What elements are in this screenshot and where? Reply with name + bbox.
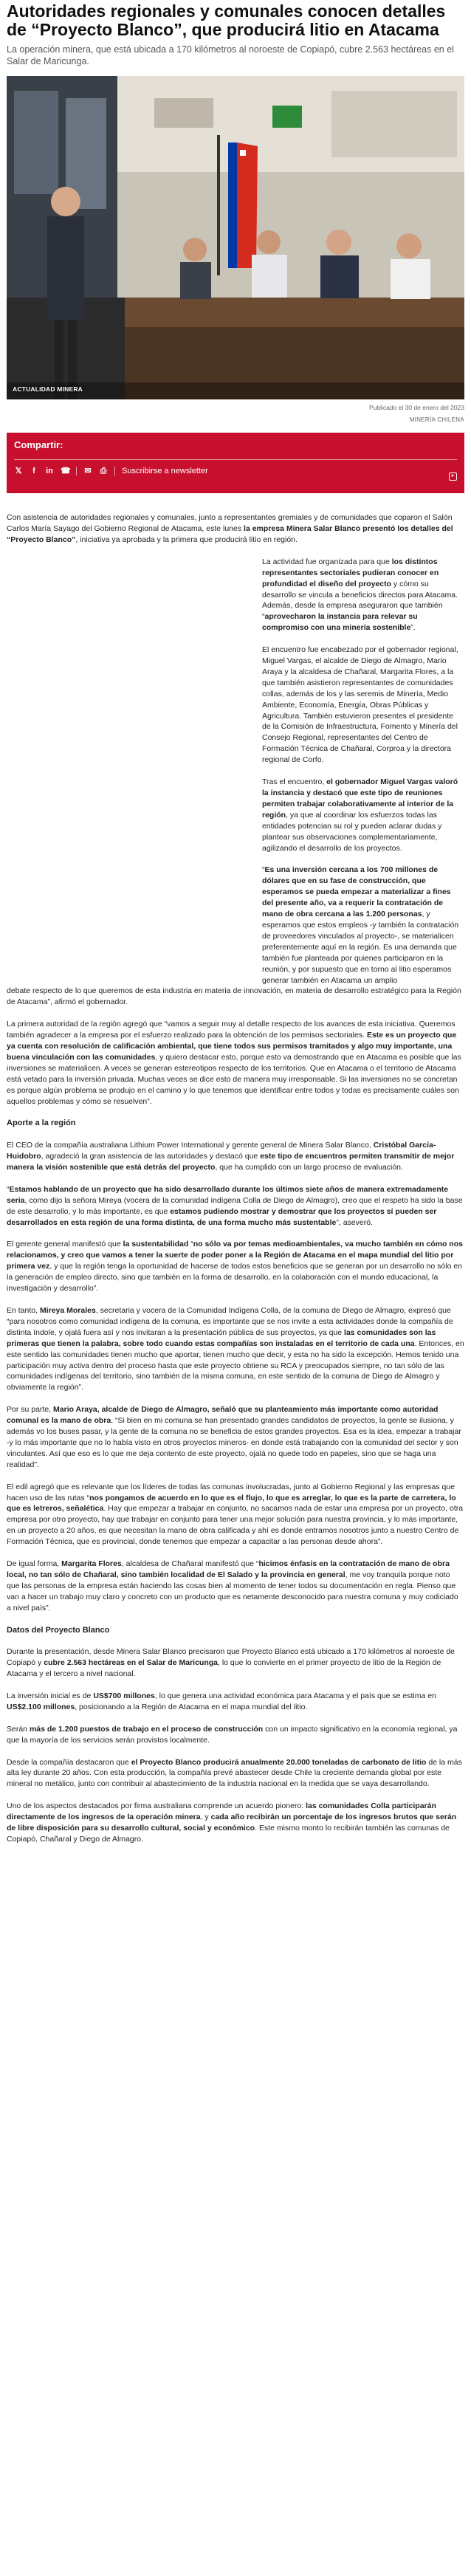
article-paragraph: El gerente general manifestó que la sustentabilidad “no sólo va por temas medioambientales, va mucho también en cómo nos relacionamos, y creo que vamos a tener la suerte de poder poner a la Región de Atacama en el mapa mundial del litio por primera vez, y que la región tenga la oportunidad de hacerse de todos estos beneficios que se generan por un desarrollo no sólo en la generación de empleo directo, sino que también en la forma de desarrollo, en la colaboración con el mundo educacional, la investigación y desarrollo”. xyxy=(7,1240,463,1294)
article-paragraph: Tras el encuentro, el gobernador Miguel Vargas valoró la instancia y destacó que este tipo de reuniones permiten trabajar colaborativamente al interior de la región, ya que al coordinar los esfuerzos todas las entidades potencian su rol y pueden aclarar dudas y plantear sus observaciones complementariamente, agilizando el desarrollo de los proyectos. xyxy=(262,777,458,853)
article-paragraph: Por su parte, Mario Araya, alcalde de Diego de Almagro, señaló que su planteamiento más importante como autoridad comunal es la mano de obra. “Si bien en mi comuna se han presentado grandes candidatos de proyectos, la gente se ilusiona, y además vo los buses pasar, y la gente de la comuna no se beneficia de estos grandes proyectos. Esa es la idea, empezar a trabajar -y lo más importante que no lo había visto en otros proyectos mineros- en donde está trabajando con la comunidad del sector y son vinculantes. Así que eso es lo que me deja contento de este proyecto, ojalá no quede todo en papeles, sino que se haga una realidad”. xyxy=(7,1405,461,1469)
article-paragraph: “Es una inversión cercana a los 700 millones de dólares que en su fase de construcción, que esperamos se pueda empezar a materializar a fines del presente año, va a requerir la contratación de mano de obra cercana a las 1.200 personas, y esperamos que estos empleos -y también la contratación de proveedores vinculados al proyecto-, se materialicen preferentemente aquí en la región. Es una demanda que también fue planteada por quienes participaron en la reunión, y por supuesto que en torno al litio esperamos generar también en Atacama un amplio xyxy=(262,865,459,985)
section-heading: Aporte a la región xyxy=(7,1119,76,1128)
page-title: Autoridades regionales y comunales conocen detalles de “Proyecto Blanco”, que producirá litio en Atacama xyxy=(7,1,446,39)
article-paragraph: La primera autoridad de la región agregó que “vamos a seguir muy al detalle respecto de los avances de esta iniciativa. Queremos también agradecer a la empresa por el esfuerzo realizado para la obtención de los permisos sectoriales. Este es un proyecto que ya cuenta con resolución de calificación ambiental, que tiene todos sus permisos tramitados y algo muy importante, una buena vinculación con las comunidades, y quiero destacar esto, porque esto va demostrando que en Atacama es posible que las inversiones se materialicen. A veces se generan estereotipos respecto de los territorios. Que en Atacama o el territorio de Atacama está vetado para la inversión privada. Muchas veces se dice esto de manera muy irresponsable. Si las inversiones no se concretan es porque algún problema se produjo en el camino y lo que tenemos que identificar entre todos y todas es precisamente cuáles son aquellos problemas y cómo se resuelven”. xyxy=(7,1020,461,1106)
section-heading: Datos del Proyecto Blanco xyxy=(7,1625,110,1635)
article-paragraph: El edil agregó que es relevante que los líderes de todas las comunas involucradas, junto al Gobierno Regional y las empresas que hacen uso de las rutas “nos pongamos de acuerdo en lo que es el flujo, lo que es arreglar, lo que es la parte de carretera, lo que es letreros, señalética. Hay que empezar a trabajar en conjunto, no sacamos nada de estar una empresa por un proyecto, otra empresa por otro proyecto, hay que trabajar en conjunto para tener una mejor solución para nuestra provincia, y lo más importante, en un proyecto a 20 años, es que necesitan la mano de obra calificada y ahí es donde entramos nosotros junto a nuestro Centro de Formación Técnica, que es provincial, donde tenemos que empezar a capacitar a las personas desde ahora”. xyxy=(7,1482,464,1547)
photo-category-tag: ACTUALIDAD MINERA xyxy=(13,385,83,393)
meeting-photo xyxy=(7,76,464,399)
share-bar xyxy=(7,433,464,493)
article-paragraph: Durante la presentación, desde Minera Salar Blanco precisaron que Proyecto Blanco está ubicado a 170 kilómetros al noroeste de Copiapó y cubre 2.563 hectáreas en el Salar de Maricunga, lo que lo convierte en el primer proyecto de litio de la Región de Atacama y el tercero a nivel nacional. xyxy=(7,1647,455,1679)
article-paragraph: Uno de los aspectos destacados por firma australiana comprende un acuerdo pionero: las comunidades Colla participarán directamente de los ingresos de la operación minera, y cada año recibirán un porcentaje de los ingresos brutos que serán de libre disposición para su desarrollo cultural, social y económico. Este mismo monto lo recibirán también las comunas de Copiapó, Chañaral y Diego de Almagro. xyxy=(7,1802,457,1844)
whatsapp-icon[interactable]: ☎ xyxy=(61,466,71,475)
article-paragraph: Serán más de 1.200 puestos de trabajo en el proceso de construcción con un impacto significativo en la economía regional, ya que la mayoría de los servicios serán provistos localmente. xyxy=(7,1724,458,1745)
newsletter-link[interactable]: Suscribirse a newsletter xyxy=(122,466,208,475)
email-icon[interactable]: ✉ xyxy=(84,466,92,475)
facebook-icon[interactable]: f xyxy=(32,466,35,475)
article-subtitle: La operación minera, que está ubicada a 170 kilómetros al noroeste de Copiapó, cubre 2.563 hectáreas en el Salar de Maricunga. xyxy=(7,44,454,66)
publish-date: Publicado el 30 de enero del 2023 xyxy=(368,403,464,411)
share-separator xyxy=(114,467,115,475)
article-paragraph: El CEO de la compañía australiana Lithium Power International y gerente general de Minera Salar Blanco, Cristóbal García-Huidobro, agradeció la gran asistencia de las autoridades y destacó que este tipo de encuentros permiten transmitir de mejor manera la visión sostenible que está detrás del proyecto, que ha cumplido con un largo proceso de evaluación. xyxy=(7,1141,455,1172)
twitter-icon[interactable]: 𝕏 xyxy=(15,466,22,475)
article-paragraph: En tanto, Mireya Morales, secretaria y vocera de la Comunidad Indígena Colla, de la comuna de Diego de Almagro, expresó que “para nosotros como comunidad indígena de la comuna, es importante que se nos invite a esta actividades donde la compañía de distinta índole, y ojalá fuera así y nos invitaran a la presentación pública de sus proyectos, ya que las comunidades son las primeras que tienen la palabra, sobre todo cuando estas compañías son instaladas en el territorio de cada una. Entonces, en este sentido las comunidades tienen mucho que aportar, tienen mucho que decir, y esta no ha sido la excepción. Hemos tenido una participación muy activa dentro del proceso hasta que este proyecto obtiene su RCA y preocupados siempre, no tan sólo de las comunidades indígenas del territorio, sino también de la misma comuna, en este sentido de la comuna de Diego de Almagro y obviamente la región”. xyxy=(7,1305,464,1392)
hero-image xyxy=(7,76,464,399)
rss-icon[interactable]: ▸ xyxy=(449,473,457,481)
print-icon[interactable]: ⎙ xyxy=(100,466,107,475)
article-paragraph: Con asistencia de autoridades regionales y comunales, junto a representantes gremiales y de comunidades que coparon el Salón Carlos María Sayago del Gobierno Regional de Atacama, este lunes la empresa Minera Salar Blanco presentó los detalles del “Proyecto Blanco”, iniciativa ya aprobada y la primera que producirá litio en región. xyxy=(7,513,453,544)
share-divider xyxy=(14,459,457,460)
article-paragraph: debate respecto de lo que queremos de esta industria en materia de innovación, en materia de desarrollo estratégico para la Región de Atacama”, afirmó el gobernador. xyxy=(7,986,461,1007)
linkedin-icon[interactable]: in xyxy=(46,466,53,475)
share-separator xyxy=(76,467,77,475)
share-links xyxy=(14,466,457,478)
article-paragraph: El encuentro fue encabezado por el gobernador regional, Miguel Vargas, el alcalde de Diego de Almagro, Mario Araya y la alcaldesa de Chañaral, Margarita Flores, a la que también asistieron representantes de comunidades collas, además de los y las seremis de Minería, Medio Ambiente, Economía, Energía, Obras Públicas y Agricultura. También estuvieron presentes el presidente de la Comisión de Infraestructura, Fomento y Minería del Consejo Regional, representantes del Centro de Formación Técnica de Chañaral, Corproa y la directora regional de Corfo. xyxy=(262,645,458,765)
article-paragraph: De igual forma, Margarita Flores, alcaldesa de Chañaral manifestó que “hicimos énfasis en la contratación de mano de obra local, no tan sólo de Chañaral, sino también localidad de El Salado y la provincia en general, me voy tranquila porque noto que las personas de la empresa están haciendo las cosas bien al momento de tener todos su documentación en regla. Pienso que van a hacer un trabajo muy claro y concreto con un producto que es netamente desconocido para nuestra comuna y muy codiciado a nivel país”. xyxy=(7,1559,458,1612)
article-paragraph: La inversión inicial es de US$700 millones, lo que genera una actividad económica para Atacama y el país que se estima en US$2.100 millones, posicionando a la Región de Atacama en el mapa mundial del litio. xyxy=(7,1691,436,1711)
article-body xyxy=(7,512,464,1845)
share-title: Compartir: xyxy=(14,439,63,451)
article-paragraph: La actividad fue organizada para que los distintos representantes sectoriales pudieran conocer en profundidad el diseño del proyecto y cómo su desarrollo se vincula a beneficios directos para Atacama. Además, desde la empresa aseguraron que también “aprovecharon la instancia para relevar su compromiso con una minería sostenible”. xyxy=(262,557,458,633)
photo-credit: MINERÍA CHILENA xyxy=(409,416,464,423)
article-paragraph: “Estamos hablando de un proyecto que ha sido desarrollado durante los últimos siete años de manera extremadamente seria, como dijo la señora Mireya (vocera de la comunidad indígena Colla de Diego de Almagro), creo que el respeto ha sido la base de este desarrollo, y lo más importante, es que estamos pudiendo mostrar y demostrar que los proyectos sí pueden ser desarrollados en esta región de una forma distinta, de una forma mucho más sustentable”, aseveró. xyxy=(7,1184,463,1227)
article-paragraph: Desde la compañía destacaron que el Proyecto Blanco producirá anualmente 20.000 toneladas de carbonato de litio de la más alta ley durante 20 años. Con esta producción, la compañía prevé abastecer desde Chile la creciente demanda global por este mineral no metálico, junto con contribuir al abastecimiento de la industria nacional en la medida que se vaya desarrollando. xyxy=(7,1757,462,1789)
article-side-column xyxy=(262,557,463,986)
